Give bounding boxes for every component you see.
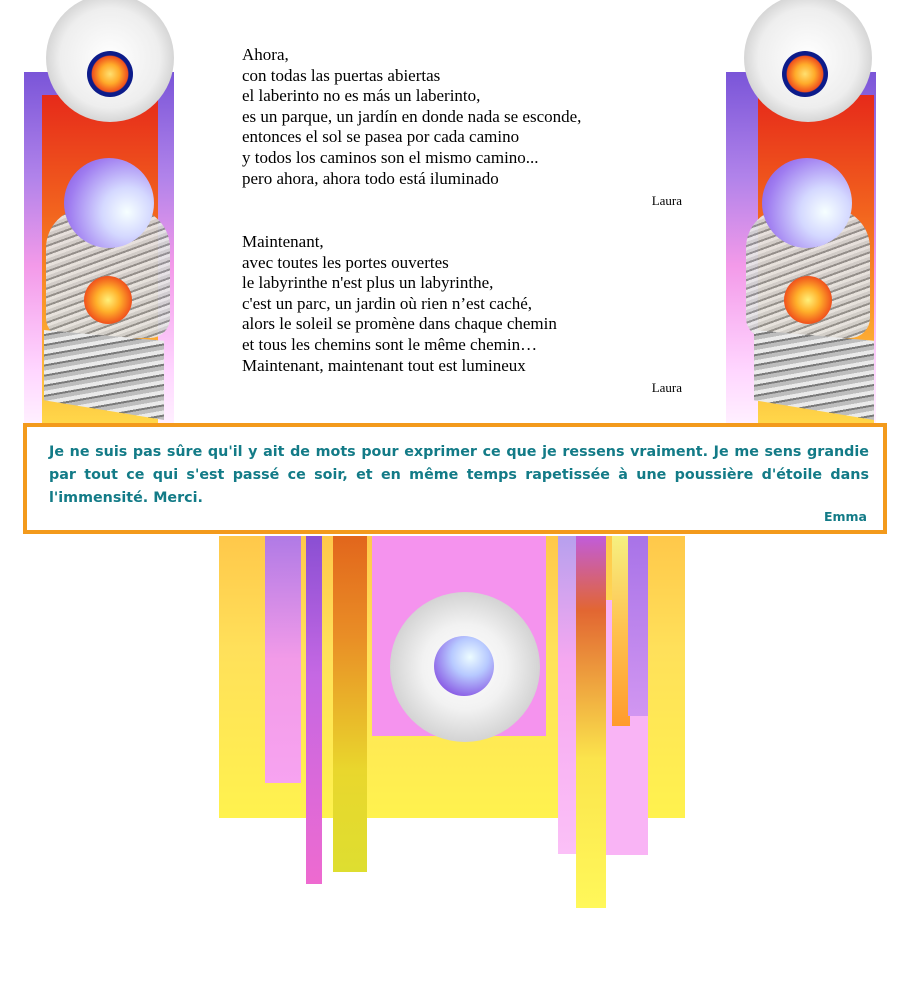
poem-line: pero ahora, ahora todo está iluminado xyxy=(242,168,499,188)
decorative-strip xyxy=(333,536,367,872)
poem-line: Ahora, xyxy=(242,45,289,64)
poem-line: c'est un parc, un jardin où rien n’est caché, xyxy=(242,293,533,313)
poem-line: et tous les chemins sont le même chemin… xyxy=(242,334,538,354)
decorative-strip xyxy=(628,536,648,716)
poem-author: Laura xyxy=(651,380,682,396)
poem-line: le labyrinthe n'est plus un labyrinthe, xyxy=(242,273,494,293)
poem-line: Maintenant, xyxy=(242,232,324,251)
comment-text: Je ne suis pas sûre qu'il y ait de mots pour exprimer ce que je ressens vraiment. Je me sens grandie par tout ce qui s'est passé ce soir, et en même temps rapetissée à une poussière d'étoile dans l'immensité. Merci. xyxy=(49,444,869,506)
poem-french xyxy=(242,232,682,396)
poem-line: entonces el sol se pasea por cada camino xyxy=(242,127,520,147)
left-sphere-icon xyxy=(64,158,154,248)
poem-line: avec toutes les portes ouvertes xyxy=(242,252,449,272)
comment-box xyxy=(23,423,887,534)
left-sun-icon xyxy=(84,276,132,324)
poem-line: con todas las puertas abiertas xyxy=(242,65,441,85)
poem-line: y todos los caminos son el mismo camino... xyxy=(242,147,539,167)
right-sphere-icon xyxy=(762,158,852,248)
decorative-strip xyxy=(576,536,606,908)
right-sun-icon xyxy=(784,276,832,324)
poem-spanish xyxy=(242,45,682,209)
poem-line: Maintenant, maintenant tout est lumineux xyxy=(242,355,526,375)
decorative-strip xyxy=(306,536,322,884)
decorative-strip xyxy=(558,536,578,854)
poem-line: alors le soleil se promène dans chaque chemin xyxy=(242,314,557,334)
decorative-strip xyxy=(265,536,301,783)
poem-line: el laberinto no es más un laberinto, xyxy=(242,86,481,106)
center-sphere-icon xyxy=(434,636,494,696)
comment-author: Emma xyxy=(823,509,867,524)
left-flower-center-icon xyxy=(87,51,133,97)
right-flower-center-icon xyxy=(782,51,828,97)
poem-author: Laura xyxy=(651,193,682,209)
poem-line: es un parque, un jardín en donde nada se esconde, xyxy=(242,106,582,126)
